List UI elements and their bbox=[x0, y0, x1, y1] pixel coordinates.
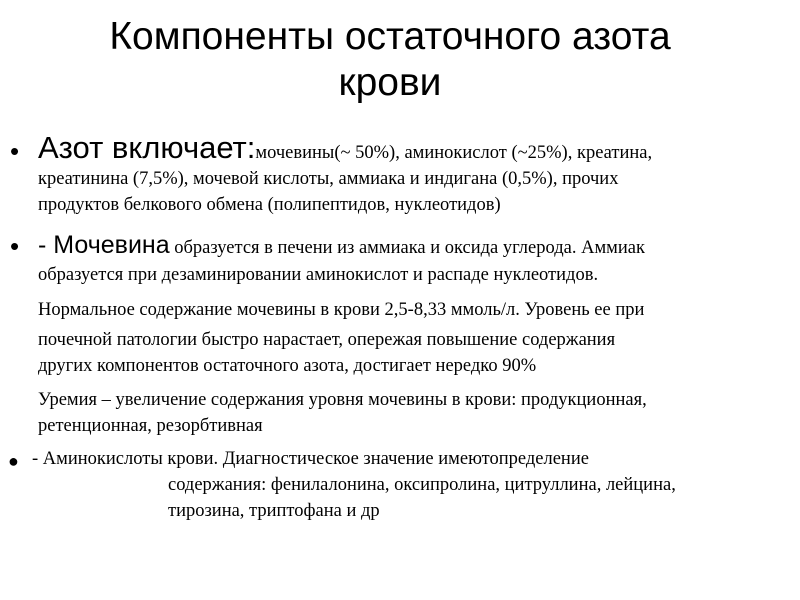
azot-text-1: мочевины(~ 50%), аминокислот (~25%), креатина, bbox=[255, 143, 653, 163]
azot-line-2: креатинина (7,5%), мочевой кислоты, аммиака и индигана (0,5%), прочих bbox=[38, 169, 619, 189]
urea-line-5: других компонентов остаточного азота, достигает нередко 90% bbox=[38, 356, 537, 376]
azot-line-3: продуктов белкового обмена (полипептидов, нуклеотидов) bbox=[38, 195, 501, 215]
urea-line-1 bbox=[38, 230, 645, 263]
urea-text-1: образуется в печени из аммиака и оксида углерода. Аммиак bbox=[169, 238, 645, 258]
urea-line-4: почечной патологии быстро нарастает, опережая повышение содержания bbox=[38, 330, 616, 350]
bullet-marker-3: ● bbox=[8, 451, 19, 471]
bullet-marker-2: • bbox=[10, 231, 20, 261]
urea-line-7: ретенционная, резорбтивная bbox=[38, 416, 263, 436]
slide-title bbox=[0, 14, 780, 106]
azot-lead: Азот включает: bbox=[38, 130, 256, 165]
urea-line-2: образуется при дезаминировании аминокислот и распаде нуклеотидов. bbox=[38, 265, 599, 285]
bullet-marker-1: • bbox=[10, 136, 20, 166]
azot-line-1 bbox=[38, 130, 652, 171]
urea-line-3: Нормальное содержание мочевины в крови 2,5-8,33 ммоль/л. Уровень ее при bbox=[38, 300, 645, 320]
urea-lead: - Мочевина bbox=[38, 231, 170, 259]
urea-line-6: Уремия – увеличение содержания уровня мочевины в крови: продукционная, bbox=[38, 390, 647, 410]
amino-line-3: тирозина, триптофана и др bbox=[168, 501, 380, 521]
slide-title-line-1: Компоненты остаточного азота bbox=[109, 15, 671, 58]
amino-line-2: содержания: фенилалонина, оксипролина, цитруллина, лейцина, bbox=[168, 475, 676, 495]
slide-title-line-2: крови bbox=[338, 61, 442, 104]
amino-line-1: - Аминокислоты крови. Диагностическое значение имеютопределение bbox=[32, 449, 589, 469]
